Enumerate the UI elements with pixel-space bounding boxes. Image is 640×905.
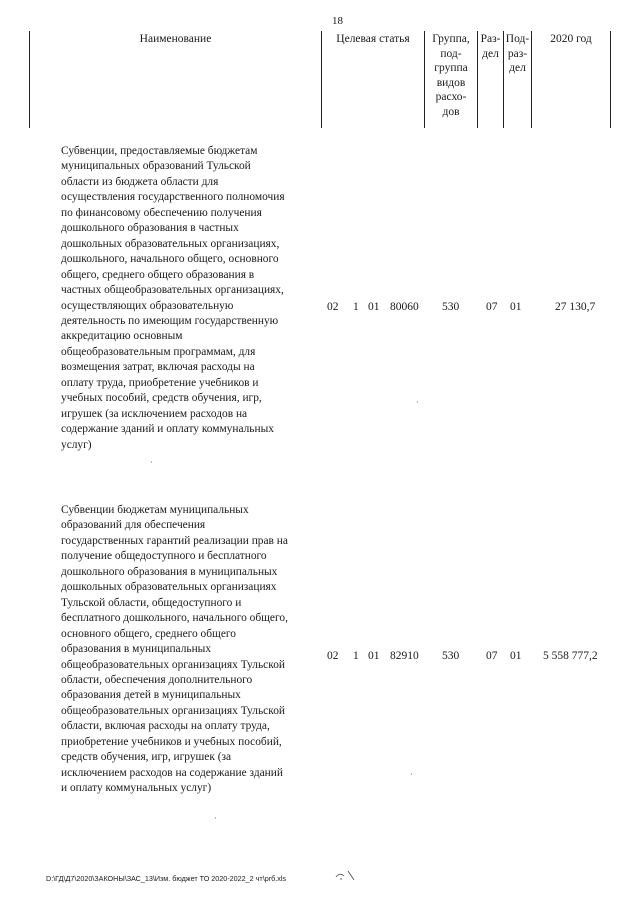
row-1-name-line: общеобразовательным программам, для — [61, 345, 256, 358]
row-2-name-line: приобретение учебников и учебных пособий, — [61, 735, 282, 748]
header-target-article-label: Целевая статья — [336, 33, 410, 45]
row-1-code-program: 02 — [327, 301, 339, 313]
row-1-name-line: содержание зданий и оплату коммунальных — [61, 423, 274, 436]
header-expense-type-line: дов — [442, 105, 460, 118]
header-year — [531, 31, 611, 128]
scan-mark-icon — [334, 868, 364, 882]
row-2-name-line: области, обеспечения дополнительного — [61, 673, 253, 686]
row-2-name-line: средств обучения, игр, игрушек (за — [61, 751, 232, 764]
row-1-name-line: услуг) — [61, 438, 92, 451]
header-expense-type-line: под- — [440, 47, 462, 60]
header-expense-type-line: видов — [436, 76, 466, 89]
row-2-code-subprogram: 1 — [353, 650, 359, 662]
file-path-footer: D:\ГД\Д7\2020\ЗАКОНЫ\ЗАС_13\Изм. бюджет ТО 2020-2022_2 чт\prб.xls — [46, 874, 286, 883]
row-1-code-direction: 80060 — [390, 301, 419, 313]
row-1-name-line: дошкольных образовательных организациях, — [61, 237, 280, 250]
row-2-name-line: Тульской области, общедоступного и — [61, 596, 242, 609]
header-target-article — [321, 31, 424, 128]
header-subsection — [503, 31, 531, 128]
row-1-amount: 27 130,7 — [555, 301, 596, 313]
row-2-amount: 5 558 777,2 — [543, 650, 598, 662]
row-1-name-line: области из бюджета области для — [61, 175, 219, 188]
row-1-name-line: по финансовому обеспечению получения — [61, 206, 262, 219]
row-1-section: 07 — [486, 301, 498, 313]
row-1-name-line: осуществляющих образовательную — [61, 299, 234, 312]
row-2-name-line: дошкольных образовательных организациях — [61, 581, 277, 594]
scan-speck: · — [410, 770, 413, 779]
row-2-code-program: 02 — [327, 650, 339, 662]
row-2-name-line: бесплатного дошкольного, начального общего, — [61, 612, 288, 625]
header-section — [477, 31, 503, 128]
row-1-name-line: учебных пособий, средств обучения, игр, — [61, 392, 262, 405]
row-2-expense-type: 530 — [442, 650, 460, 662]
scan-speck: · — [416, 398, 419, 407]
row-2-name-line: исключением расходов на содержание зданий — [61, 766, 283, 779]
row-2-code-direction: 82910 — [390, 650, 419, 662]
header-subsection-line: дел — [509, 62, 526, 75]
header-year-label: 2020 год — [550, 33, 592, 45]
row-2-code-main-activity: 01 — [368, 650, 380, 662]
scan-speck: · — [214, 814, 217, 823]
row-2-name-line: получение общедоступного и бесплатного — [61, 550, 267, 563]
header-subsection-line: раз- — [507, 47, 528, 60]
page-number: 18 — [332, 15, 343, 27]
row-2-name-line: образования в муниципальных — [61, 643, 212, 656]
header-expense-type — [424, 31, 477, 128]
row-1-name-line: возмещения затрат, включая расходы на — [61, 361, 255, 374]
row-2-name-line: общеобразовательных организациях Тульской — [61, 658, 285, 671]
header-expense-type-line: расхо- — [435, 91, 467, 104]
header-section-line: Раз- — [480, 33, 501, 45]
row-1-name-line: дошкольного, начального общего, основного — [61, 253, 279, 266]
row-2-section: 07 — [486, 650, 498, 662]
header-section-line: дел — [482, 47, 499, 60]
header-subsection-line: Под- — [505, 33, 530, 45]
header-expense-type-line: Группа, — [432, 33, 470, 45]
row-2-name — [61, 503, 323, 797]
row-2-name-line: Субвенции бюджетам муниципальных — [61, 504, 249, 516]
row-1-name — [61, 144, 323, 453]
row-1-name-line: дошкольного образования в частных — [61, 222, 239, 235]
row-1-name-line: оплату труда, приобретение учебников и — [61, 376, 259, 389]
row-2-name-line: государственных гарантий реализации прав на — [61, 534, 288, 547]
row-2-name-line: основного общего, среднего общего — [61, 627, 236, 640]
row-2-name-line: общеобразовательных организациях Тульской — [61, 704, 285, 717]
row-1-name-line: общего, среднего общего образования в — [61, 268, 255, 281]
row-2-name-line: образования детей в муниципальных — [61, 689, 241, 702]
header-name — [29, 31, 321, 128]
row-2-name-line: дошкольного образования в муниципальных — [61, 565, 278, 578]
header-name-label: Наименование — [139, 33, 212, 45]
row-1-name-line: Субвенции, предоставляемые бюджетам — [61, 145, 258, 157]
row-2-name-line: образований для обеспечения — [61, 519, 206, 532]
row-1-name-line: осуществления государственного полномочия — [61, 191, 285, 204]
row-1-code-subprogram: 1 — [353, 301, 359, 313]
row-1-name-line: муниципальных образований Тульской — [61, 160, 251, 173]
header-expense-type-line: группа — [434, 62, 468, 75]
row-1-name-line: аккредитацию основным — [61, 330, 183, 343]
row-1-subsection: 01 — [510, 301, 522, 313]
row-1-code-main-activity: 01 — [368, 301, 380, 313]
row-1-name-line: частных общеобразовательных организациях, — [61, 284, 284, 297]
row-1-expense-type: 530 — [442, 301, 460, 313]
row-1-name-line: игрушек (за исключением расходов на — [61, 407, 248, 420]
row-2-subsection: 01 — [510, 650, 522, 662]
row-2-name-line: области, включая расходы на оплату труда, — [61, 720, 270, 733]
scan-speck: · — [150, 458, 153, 467]
row-1-name-line: деятельность по имеющим государственную — [61, 314, 279, 327]
row-2-name-line: и оплату коммунальных услуг) — [61, 782, 212, 795]
